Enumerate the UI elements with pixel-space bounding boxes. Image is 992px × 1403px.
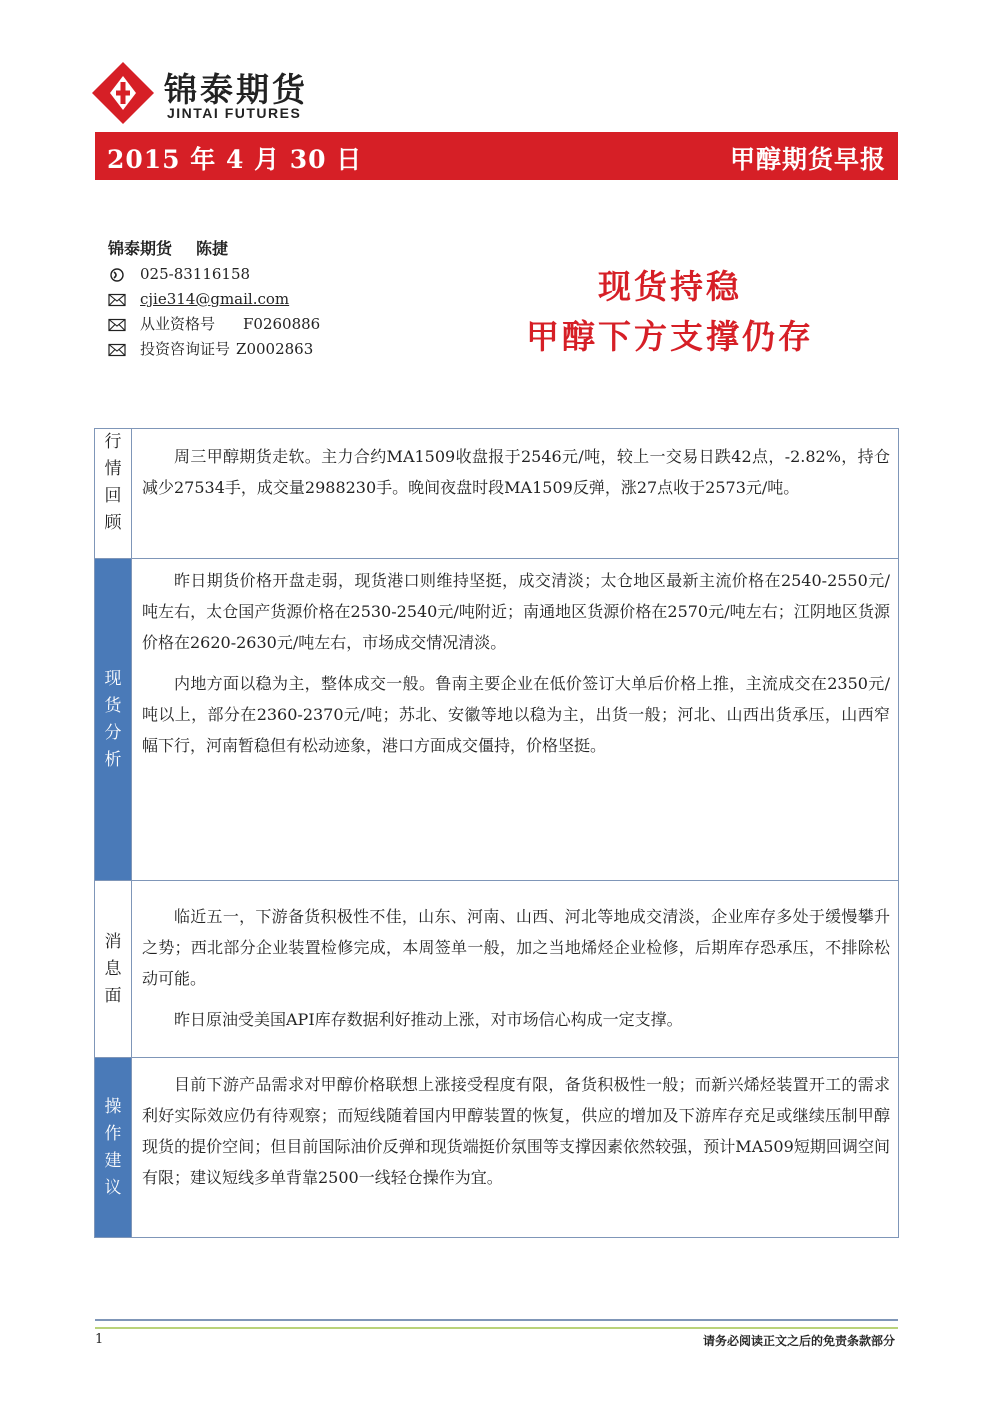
paragraph: 周三甲醇期货走软。主力合约MA1509收盘报于2546元/吨，较上一交易日跌42点，-2.82%，持仓减少27534手，成交量2988230手。晚间夜盘时段MA1509反弹，涨27点收于2573元/吨。	[142, 447, 890, 497]
section-label: 现 货 分 析	[95, 559, 132, 880]
email-link[interactable]: cjie314@gmail.com	[140, 290, 290, 308]
author-heading	[108, 236, 320, 261]
footer-divider	[95, 1319, 898, 1321]
section-label: 行 情 回 顾	[95, 429, 132, 558]
paragraph: 临近五一，下游备货积极性不佳，山东、河南、山西、河北等地成交清淡，企业库存多处于缓慢攀升之势；西北部分企业装置检修完成，本周签单一般，加之当地烯烃企业检修，后期库存恐承压，不排除松动可能。	[142, 907, 890, 988]
envelope-icon	[108, 293, 126, 307]
section-content	[132, 881, 898, 1057]
footer-divider	[95, 1327, 898, 1329]
report-title: 甲醇期货早报	[729, 145, 886, 174]
section-trading-advice	[95, 1058, 898, 1237]
company-logo	[92, 62, 362, 124]
phone-number: 025-83116158	[140, 265, 251, 283]
qualification-row	[108, 312, 320, 337]
phone-row	[108, 262, 320, 287]
section-market-review	[95, 429, 898, 559]
report-date: 2015 年 4 月 30 日	[107, 145, 363, 174]
report-table	[94, 428, 899, 1238]
advisory-label: 投资咨询证号	[140, 340, 231, 358]
logo-chinese-name: 锦泰期货	[164, 70, 308, 109]
phone-icon	[108, 268, 126, 282]
email-row	[108, 287, 320, 312]
jintai-logo-icon	[92, 62, 154, 124]
envelope-icon	[108, 318, 126, 332]
paragraph: 昨日期货价格开盘走弱，现货港口则维持坚挺，成交清淡；太仓地区最新主流价格在2540-2550元/吨左右，太仓国产货源价格在2530-2540元/吨附近；南通地区货源价格在2570元/吨左右；江阴地区货源价格在2620-2630元/吨左右，市场成交情况清淡。	[142, 571, 890, 652]
qualification-number: F0260886	[243, 315, 321, 333]
section-content	[132, 559, 898, 880]
disclaimer-note: 请务必阅读正文之后的免责条款部分	[702, 1334, 895, 1348]
envelope-icon	[108, 343, 126, 357]
headline-line-1: 现货持稳	[598, 267, 742, 306]
section-news	[95, 881, 898, 1058]
headline	[480, 262, 860, 362]
section-spot-analysis	[95, 559, 898, 881]
section-label: 消 息 面	[95, 881, 132, 1057]
advisory-row	[108, 337, 320, 362]
headline-line-2: 甲醇下方支撑仍存	[526, 317, 814, 356]
report-banner	[95, 132, 898, 180]
section-content	[132, 1058, 898, 1237]
advisory-number: Z0002863	[236, 340, 314, 358]
section-label: 操 作 建 议	[95, 1058, 132, 1237]
section-content	[132, 429, 898, 558]
page-number: 1	[95, 1332, 104, 1347]
paragraph: 内地方面以稳为主，整体成交一般。鲁南主要企业在低价签订大单后价格上推，主流成交在2350元/吨以上，部分在2360-2370元/吨；苏北、安徽等地以稳为主，出货一般；河北、山西出货承压，山西窄幅下行，河南暂稳但有松动迹象，港口方面成交僵持，价格坚挺。	[142, 674, 890, 755]
author-block	[108, 236, 320, 362]
author-name: 陈捷	[196, 239, 229, 258]
author-company: 锦泰期货	[108, 239, 173, 258]
qualification-label: 从业资格号	[140, 315, 216, 333]
paragraph: 昨日原油受美国API库存数据利好推动上涨，对市场信心构成一定支撑。	[174, 1010, 683, 1029]
logo-english-name: JINTAI FUTURES	[167, 105, 302, 121]
paragraph: 目前下游产品需求对甲醇价格联想上涨接受程度有限，备货积极性一般；而新兴烯烃装置开工的需求利好实际效应仍有待观察；而短线随着国内甲醇装置的恢复，供应的增加及下游库存充足或继续压制甲醇现货的提价空间；但目前国际油价反弹和现货端挺价氛围等支撑因素依然较强，预计MA509短期回调空间有限；建议短线多单背靠2500一线轻仓操作为宜。	[142, 1075, 890, 1187]
